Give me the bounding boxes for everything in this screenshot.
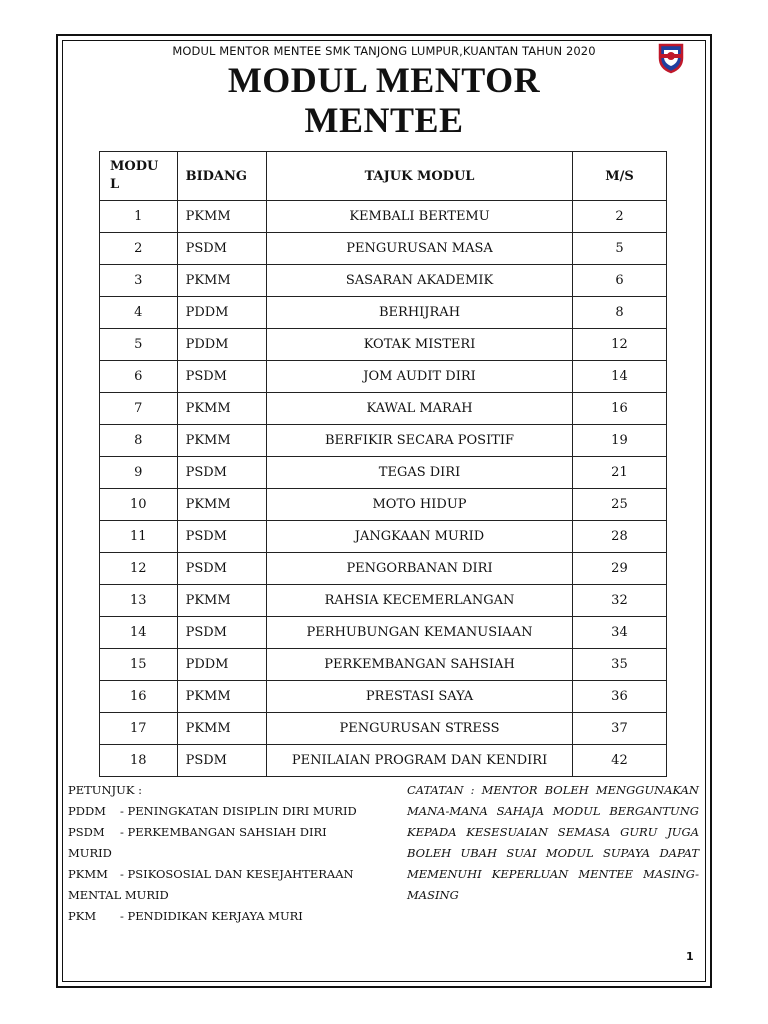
table-row	[100, 585, 667, 617]
legend-item-continuation	[68, 843, 368, 864]
column-header-ms: M/S	[572, 152, 666, 201]
cell-no: 1	[100, 201, 178, 233]
legend-abbr: PSDM	[68, 825, 105, 839]
table-row	[100, 297, 667, 329]
cell-tajuk: TEGAS DIRI	[267, 457, 573, 489]
column-header-modul-line1: MODU	[110, 159, 159, 174]
cell-bidang: PDDM	[177, 329, 267, 361]
cell-no: 10	[100, 489, 178, 521]
cell-no: 8	[100, 425, 178, 457]
cell-ms: 34	[572, 617, 666, 649]
cell-ms: 37	[572, 713, 666, 745]
cell-ms: 28	[572, 521, 666, 553]
cell-ms: 36	[572, 681, 666, 713]
cell-tajuk: PENILAIAN PROGRAM DAN KENDIRI	[267, 745, 573, 777]
cell-bidang: PSDM	[177, 553, 267, 585]
legend-desc: - PERKEMBANGAN SAHSIAH DIRI	[120, 825, 327, 839]
cell-no: 14	[100, 617, 178, 649]
cell-tajuk: JOM AUDIT DIRI	[267, 361, 573, 393]
legend-heading: PETUNJUK :	[68, 783, 142, 797]
table-row	[100, 361, 667, 393]
table-row	[100, 489, 667, 521]
legend-desc: - PENDIDIKAN KERJAYA MURI	[120, 909, 303, 923]
legend-desc: - PSIKOSOSIAL DAN KESEJAHTERAAN	[120, 867, 354, 881]
cell-ms: 2	[572, 201, 666, 233]
cell-ms: 32	[572, 585, 666, 617]
cell-ms: 19	[572, 425, 666, 457]
cell-bidang: PSDM	[177, 361, 267, 393]
cell-bidang: PKMM	[177, 393, 267, 425]
cell-no: 7	[100, 393, 178, 425]
cell-tajuk: SASARAN AKADEMIK	[267, 265, 573, 297]
table-row	[100, 425, 667, 457]
cell-ms: 29	[572, 553, 666, 585]
cell-no: 15	[100, 649, 178, 681]
catatan-note: CATATAN : MENTOR BOLEH MENGGUNAKAN MANA-MANA SAHAJA MODUL BERGANTUNG KEPADA KESESUAIAN SEMASA GURU JUGA BOLEH UBAH SUAI MODUL SUPAYA DAPAT MEMENUHI KEPERLUAN MENTEE MASING-MASING	[407, 783, 699, 902]
cell-tajuk: JANGKAAN MURID	[267, 521, 573, 553]
cell-tajuk: PRESTASI SAYA	[267, 681, 573, 713]
table-row	[100, 713, 667, 745]
cell-ms: 14	[572, 361, 666, 393]
table-row	[100, 521, 667, 553]
legend-abbr: PKM	[68, 909, 97, 923]
legend-desc: MENTAL MURID	[68, 888, 169, 902]
table-row	[100, 649, 667, 681]
column-header-bidang: BIDANG	[177, 152, 267, 201]
table-row	[100, 393, 667, 425]
cell-bidang: PSDM	[177, 745, 267, 777]
cell-no: 11	[100, 521, 178, 553]
table-row	[100, 265, 667, 297]
legend-item	[68, 801, 368, 822]
cell-no: 18	[100, 745, 178, 777]
table-row	[100, 617, 667, 649]
table-header-row	[100, 152, 667, 201]
cell-bidang: PSDM	[177, 457, 267, 489]
legend-item	[68, 906, 368, 927]
cell-no: 3	[100, 265, 178, 297]
cell-ms: 8	[572, 297, 666, 329]
cell-tajuk: PENGURUSAN MASA	[267, 233, 573, 265]
legend-item-continuation	[68, 885, 368, 906]
cell-bidang: PKMM	[177, 713, 267, 745]
cell-tajuk: PENGORBANAN DIRI	[267, 553, 573, 585]
module-table	[99, 151, 667, 777]
cell-bidang: PDDM	[177, 649, 267, 681]
cell-ms: 12	[572, 329, 666, 361]
cell-bidang: PKMM	[177, 201, 267, 233]
table-row	[100, 201, 667, 233]
cell-tajuk: PENGURUSAN STRESS	[267, 713, 573, 745]
cell-no: 12	[100, 553, 178, 585]
cell-tajuk: MOTO HIDUP	[267, 489, 573, 521]
table-row	[100, 745, 667, 777]
cell-no: 9	[100, 457, 178, 489]
cell-ms: 5	[572, 233, 666, 265]
cell-tajuk: PERKEMBANGAN SAHSIAH	[267, 649, 573, 681]
cell-bidang: PKMM	[177, 425, 267, 457]
cell-tajuk: BERHIJRAH	[267, 297, 573, 329]
cell-no: 2	[100, 233, 178, 265]
legend-abbr: PKMM	[68, 867, 108, 881]
cell-tajuk: BERFIKIR SECARA POSITIF	[267, 425, 573, 457]
cell-no: 16	[100, 681, 178, 713]
table-row	[100, 233, 667, 265]
cell-bidang: PSDM	[177, 233, 267, 265]
cell-tajuk: RAHSIA KECEMERLANGAN	[267, 585, 573, 617]
cell-no: 13	[100, 585, 178, 617]
column-header-tajuk: TAJUK MODUL	[267, 152, 573, 201]
cell-tajuk: KOTAK MISTERI	[267, 329, 573, 361]
column-header-modul	[100, 152, 178, 201]
legend-notes	[68, 780, 368, 927]
document-header-line: MODUL MENTOR MENTEE SMK TANJONG LUMPUR,KUANTAN TAHUN 2020	[172, 44, 596, 58]
table-row	[100, 681, 667, 713]
column-header-modul-line2: L	[110, 177, 120, 192]
cell-ms: 35	[572, 649, 666, 681]
table-row	[100, 457, 667, 489]
cell-tajuk: KEMBALI BERTEMU	[267, 201, 573, 233]
cell-no: 5	[100, 329, 178, 361]
table-row	[100, 553, 667, 585]
cell-bidang: PKMM	[177, 585, 267, 617]
cell-bidang: PKMM	[177, 489, 267, 521]
cell-bidang: PKMM	[177, 681, 267, 713]
cell-ms: 25	[572, 489, 666, 521]
cell-ms: 42	[572, 745, 666, 777]
page-number: 1	[686, 950, 694, 963]
cell-no: 17	[100, 713, 178, 745]
cell-tajuk: PERHUBUNGAN KEMANUSIAAN	[267, 617, 573, 649]
cell-bidang: PSDM	[177, 521, 267, 553]
title-line-1: MODUL MENTOR	[227, 60, 541, 100]
cell-bidang: PDDM	[177, 297, 267, 329]
document-title	[62, 60, 706, 140]
cell-ms: 21	[572, 457, 666, 489]
cell-no: 6	[100, 361, 178, 393]
table-row	[100, 329, 667, 361]
cell-ms: 6	[572, 265, 666, 297]
legend-desc: MURID	[68, 846, 112, 860]
cell-ms: 16	[572, 393, 666, 425]
legend-item	[68, 822, 368, 843]
legend-abbr: PDDM	[68, 804, 106, 818]
cell-bidang: PKMM	[177, 265, 267, 297]
title-line-2: MENTEE	[304, 100, 464, 140]
cell-bidang: PSDM	[177, 617, 267, 649]
cell-tajuk: KAWAL MARAH	[267, 393, 573, 425]
cell-no: 4	[100, 297, 178, 329]
legend-item	[68, 864, 368, 885]
legend-desc: - PENINGKATAN DISIPLIN DIRI MURID	[120, 804, 357, 818]
